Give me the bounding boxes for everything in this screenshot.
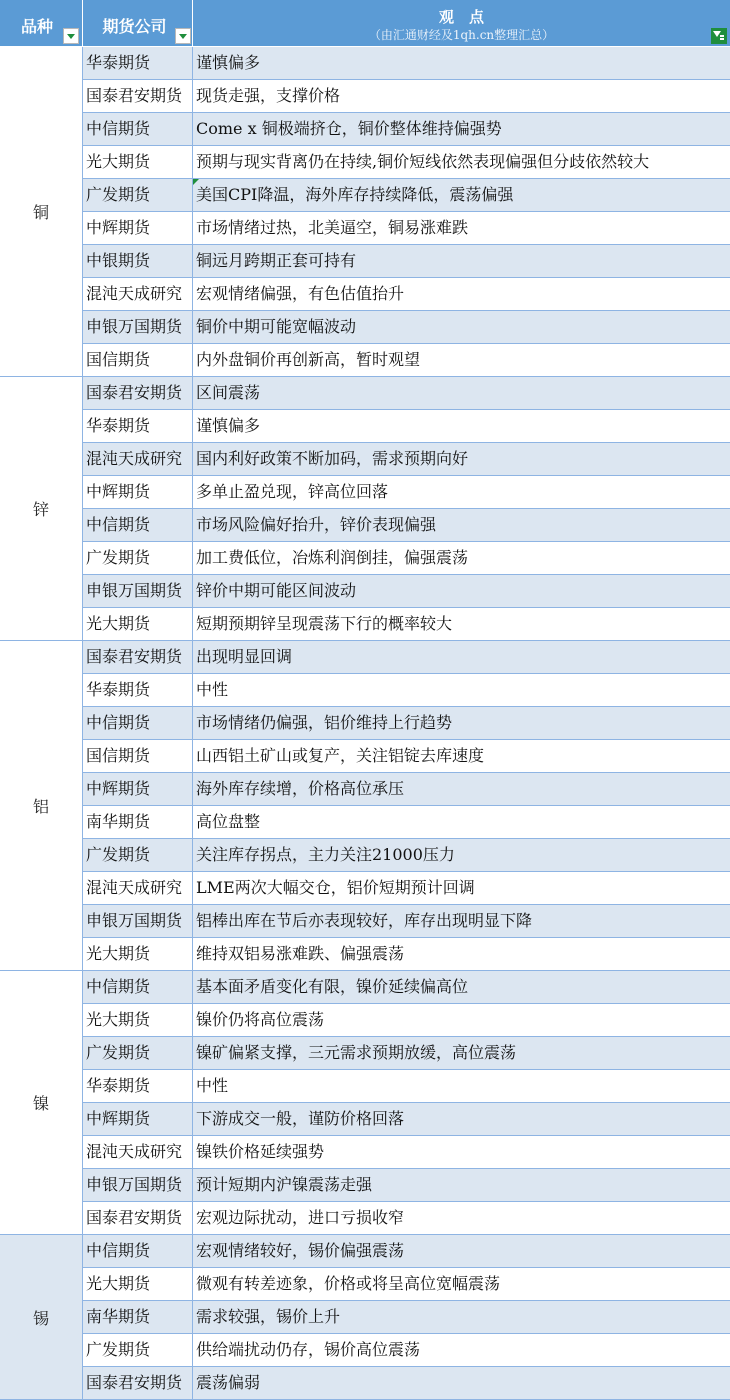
table-row bbox=[83, 608, 730, 641]
table-row bbox=[83, 1235, 730, 1268]
company-cell[interactable]: 华泰期货 bbox=[83, 1070, 193, 1102]
company-cell[interactable]: 中信期货 bbox=[83, 971, 193, 1003]
table-row bbox=[83, 509, 730, 542]
header-view-label: 观 点 bbox=[438, 8, 484, 26]
table-row bbox=[83, 1169, 730, 1202]
company-cell[interactable]: 华泰期货 bbox=[83, 674, 193, 706]
table-row bbox=[83, 575, 730, 608]
table-row bbox=[83, 113, 730, 146]
table-row bbox=[83, 1070, 730, 1103]
company-cell[interactable]: 南华期货 bbox=[83, 806, 193, 838]
view-cell[interactable]: 内外盘铜价再创新高，暂时观望 bbox=[196, 350, 421, 369]
company-cell[interactable]: 光大期货 bbox=[83, 938, 193, 970]
view-cell[interactable]: 锌价中期可能区间波动 bbox=[196, 581, 357, 600]
view-cell[interactable]: 供给端扰动仍存，锡价高位震荡 bbox=[196, 1340, 421, 1359]
view-cell[interactable]: 中性 bbox=[196, 1076, 229, 1095]
view-cell[interactable]: 铜远月跨期正套可持有 bbox=[196, 251, 357, 270]
company-cell[interactable]: 中信期货 bbox=[83, 509, 193, 541]
company-cell[interactable]: 华泰期货 bbox=[83, 47, 193, 79]
view-cell[interactable]: 现货走强，支撑价格 bbox=[196, 86, 341, 105]
header-view-cell bbox=[193, 0, 730, 46]
view-cell[interactable]: 国内利好政策不断加码，需求预期向好 bbox=[196, 449, 469, 468]
table-row bbox=[83, 872, 730, 905]
view-cell[interactable]: 铝棒出库在节后亦表现较好，库存出现明显下降 bbox=[196, 911, 533, 930]
table-row bbox=[83, 1268, 730, 1301]
header-company-cell bbox=[83, 0, 193, 46]
metal-group-cell: 铜 bbox=[0, 47, 83, 377]
table-row bbox=[83, 1301, 730, 1334]
company-cell[interactable]: 光大期货 bbox=[83, 1268, 193, 1300]
company-cell[interactable]: 混沌天成研究 bbox=[83, 443, 193, 475]
company-cell[interactable]: 混沌天成研究 bbox=[83, 278, 193, 310]
table-row bbox=[83, 377, 730, 410]
view-cell[interactable]: 镍铁价格延续强势 bbox=[196, 1142, 325, 1161]
table-row bbox=[83, 410, 730, 443]
company-cell[interactable]: 混沌天成研究 bbox=[83, 872, 193, 904]
view-cell[interactable]: 市场情绪过热，北美逼空，铜易涨难跌 bbox=[196, 218, 469, 237]
view-cell[interactable]: 美国CPI降温，海外库存持续降低，震荡偏强 bbox=[196, 185, 514, 204]
view-cell[interactable]: 区间震荡 bbox=[196, 383, 261, 402]
view-cell[interactable]: 出现明显回调 bbox=[196, 647, 293, 666]
company-cell[interactable]: 中辉期货 bbox=[83, 212, 193, 244]
view-cell[interactable]: 高位盘整 bbox=[196, 812, 261, 831]
view-cell[interactable]: 宏观情绪偏强，有色估值抬升 bbox=[196, 284, 405, 303]
view-cell[interactable]: 镍价仍将高位震荡 bbox=[196, 1010, 325, 1029]
company-cell[interactable]: 申银万国期货 bbox=[83, 575, 193, 607]
company-cell[interactable]: 国信期货 bbox=[83, 344, 193, 376]
table-row bbox=[83, 971, 730, 1004]
table-row bbox=[83, 245, 730, 278]
company-cell[interactable]: 国泰君安期货 bbox=[83, 80, 193, 112]
table-row bbox=[83, 806, 730, 839]
view-cell[interactable]: 微观有转差迹象，价格或将呈高位宽幅震荡 bbox=[196, 1274, 501, 1293]
table-row bbox=[83, 1334, 730, 1367]
view-cell[interactable]: 下游成交一般，谨防价格回落 bbox=[196, 1109, 405, 1128]
table-row bbox=[83, 278, 730, 311]
view-cell[interactable]: Come x 铜极端挤仓，铜价整体维持偏强势 bbox=[196, 119, 502, 138]
table-row bbox=[83, 80, 730, 113]
table-row bbox=[83, 773, 730, 806]
company-cell[interactable]: 中辉期货 bbox=[83, 1103, 193, 1135]
table-row bbox=[83, 344, 730, 377]
company-cell[interactable]: 广发期货 bbox=[83, 179, 193, 211]
company-cell[interactable]: 国信期货 bbox=[83, 740, 193, 772]
table-row bbox=[83, 443, 730, 476]
table-row bbox=[83, 311, 730, 344]
view-cell[interactable]: 预计短期内沪镍震荡走强 bbox=[196, 1175, 373, 1194]
table-row bbox=[83, 641, 730, 674]
company-cell[interactable]: 中信期货 bbox=[83, 707, 193, 739]
view-cell[interactable]: 加工费低位，冶炼利润倒挂，偏强震荡 bbox=[196, 548, 469, 567]
header-metal-cell bbox=[0, 0, 83, 46]
table-row bbox=[83, 542, 730, 575]
table-row bbox=[83, 674, 730, 707]
company-cell[interactable]: 中银期货 bbox=[83, 245, 193, 277]
metal-group-cell: 锡 bbox=[0, 1235, 83, 1400]
table-row bbox=[83, 212, 730, 245]
view-filter-active-icon[interactable] bbox=[711, 28, 727, 44]
header-view-subtitle: （由汇通财经及1qh.cn整理汇总） bbox=[368, 28, 555, 42]
view-cell[interactable]: 镍矿偏紧支撑，三元需求预期放缓，高位震荡 bbox=[196, 1043, 517, 1062]
table-row bbox=[83, 740, 730, 773]
view-cell[interactable]: LME两次大幅交仓，铝价短期预计回调 bbox=[196, 878, 475, 897]
table-row bbox=[83, 707, 730, 740]
table-row bbox=[83, 938, 730, 971]
company-cell[interactable]: 国泰君安期货 bbox=[83, 641, 193, 673]
company-cell[interactable]: 广发期货 bbox=[83, 1334, 193, 1366]
table-row bbox=[83, 1367, 730, 1400]
metal-group-cell: 铝 bbox=[0, 641, 83, 971]
table-row bbox=[83, 1004, 730, 1037]
company-cell[interactable]: 申银万国期货 bbox=[83, 1169, 193, 1201]
company-cell[interactable]: 光大期货 bbox=[83, 146, 193, 178]
view-cell[interactable]: 震荡偏弱 bbox=[196, 1373, 261, 1392]
header-metal-label: 品种 bbox=[20, 17, 53, 36]
view-cell[interactable]: 市场风险偏好抬升，锌价表现偏强 bbox=[196, 515, 437, 534]
company-cell[interactable]: 广发期货 bbox=[83, 542, 193, 574]
table-row bbox=[83, 1136, 730, 1169]
view-cell[interactable]: 短期预期锌呈现震荡下行的概率较大 bbox=[196, 614, 453, 633]
company-cell[interactable]: 中信期货 bbox=[83, 113, 193, 145]
view-cell[interactable]: 预期与现实背离仍在持续,铜价短线依然表现偏强但分歧依然较大 bbox=[196, 152, 650, 171]
view-cell[interactable]: 维持双铝易涨难跌、偏强震荡 bbox=[196, 944, 405, 963]
company-cell[interactable]: 光大期货 bbox=[83, 1004, 193, 1036]
view-cell[interactable]: 宏观边际扰动，进口亏损收窄 bbox=[196, 1208, 405, 1227]
view-cell[interactable]: 中性 bbox=[196, 680, 229, 699]
company-cell[interactable]: 中辉期货 bbox=[83, 476, 193, 508]
company-cell[interactable]: 广发期货 bbox=[83, 1037, 193, 1069]
company-cell[interactable]: 国泰君安期货 bbox=[83, 1202, 193, 1234]
table-row bbox=[83, 839, 730, 872]
header-company-label: 期货公司 bbox=[102, 17, 167, 36]
metal-group-cell: 锌 bbox=[0, 377, 83, 641]
company-cell[interactable]: 混沌天成研究 bbox=[83, 1136, 193, 1168]
view-cell[interactable]: 海外库存续增，价格高位承压 bbox=[196, 779, 405, 798]
company-cell[interactable]: 广发期货 bbox=[83, 839, 193, 871]
view-cell[interactable]: 需求较强，锡价上升 bbox=[196, 1307, 341, 1326]
table-row bbox=[83, 1037, 730, 1070]
company-cell[interactable]: 中信期货 bbox=[83, 1235, 193, 1267]
company-cell[interactable]: 申银万国期货 bbox=[83, 905, 193, 937]
table-row bbox=[83, 1103, 730, 1136]
company-cell[interactable]: 国泰君安期货 bbox=[83, 1367, 193, 1399]
view-cell[interactable]: 铜价中期可能宽幅波动 bbox=[196, 317, 357, 336]
view-cell[interactable]: 谨慎偏多 bbox=[196, 416, 261, 435]
cell-note-indicator-icon bbox=[193, 179, 199, 185]
company-cell[interactable]: 申银万国期货 bbox=[83, 311, 193, 343]
company-cell[interactable]: 中辉期货 bbox=[83, 773, 193, 805]
company-cell[interactable]: 华泰期货 bbox=[83, 410, 193, 442]
table-row bbox=[83, 1202, 730, 1235]
table-row bbox=[83, 179, 730, 212]
company-filter-dropdown-icon[interactable] bbox=[175, 28, 191, 44]
table-row bbox=[83, 146, 730, 179]
view-cell[interactable]: 基本面矛盾变化有限，镍价延续偏高位 bbox=[196, 977, 469, 996]
view-cell[interactable]: 谨慎偏多 bbox=[196, 53, 261, 72]
company-cell[interactable]: 光大期货 bbox=[83, 608, 193, 640]
view-cell[interactable]: 宏观情绪较好，锡价偏强震荡 bbox=[196, 1241, 405, 1260]
company-cell[interactable]: 国泰君安期货 bbox=[83, 377, 193, 409]
metal-group-cell: 镍 bbox=[0, 971, 83, 1235]
view-cell[interactable]: 山西铝土矿山或复产，关注铝锭去库速度 bbox=[196, 746, 485, 765]
table-row bbox=[83, 476, 730, 509]
table-row bbox=[83, 905, 730, 938]
company-cell[interactable]: 南华期货 bbox=[83, 1301, 193, 1333]
view-cell[interactable]: 关注库存拐点，主力关注21000压力 bbox=[196, 845, 455, 864]
view-cell[interactable]: 多单止盈兑现，锌高位回落 bbox=[196, 482, 389, 501]
view-cell[interactable]: 市场情绪仍偏强，铝价维持上行趋势 bbox=[196, 713, 453, 732]
table-row bbox=[83, 47, 730, 80]
